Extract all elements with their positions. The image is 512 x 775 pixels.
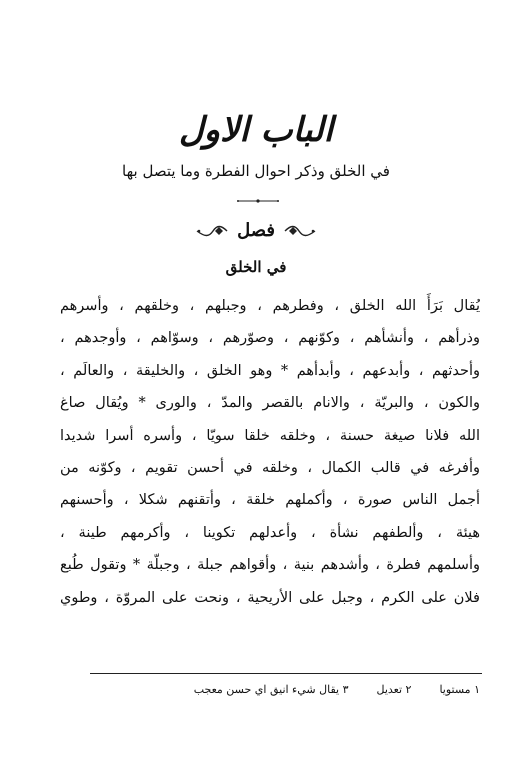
footnote: ٣ يقال شيء انيق اي حسن معجب: [193, 683, 349, 696]
text-line: يُقال بَرَأَ الله الخلق ، وفطرهم ، وجبلهم ، وخلقهم ، وأسرهم: [60, 298, 480, 314]
footnotes: [88, 682, 480, 698]
text-line: أجمل الناس صورة ، وأكملهم خلقة ، وأتقنهم شكلا ، وأحسنهم: [60, 492, 480, 509]
footnote: ٢ تعديل: [376, 683, 412, 696]
chapter-title: الباب الاول: [178, 110, 334, 150]
section-heading: [0, 218, 512, 244]
text-line: فلان على الكرم ، وجبل على الأريحية ، ونحت على المروّة ، وطوي: [60, 589, 480, 606]
section-label: فصل: [237, 220, 275, 241]
text-line: وأسلمهم فطرة ، وأشدهم بنية ، وأقواهم جبلة ، وجبلّة * وتقول طُبع: [60, 557, 480, 574]
divider-ornament-icon: [236, 198, 280, 204]
text-line: الله فلانا صيغة حسنة ، وخلقه خلقا سويّا ، وأسره أسرا شديدا: [60, 427, 480, 444]
text-line: وأحدثهم ، وأبدعهم ، وأبدأهم * وهو الخلق ، والخليقة ، والعالَم ،: [60, 362, 480, 379]
footnote: ١ مستويا: [439, 683, 480, 696]
text-line: هيئة ، وألطفهم نشأة ، وأعدلهم تكوينا ، وأكرمهم طينة ،: [60, 524, 480, 541]
ornament-left-icon: [195, 223, 229, 239]
text-line: والكون ، والبريّة ، والانام بالقصر والمدّ ، والورى * ويُقال صاغ: [60, 395, 480, 412]
section-subheading: في الخلق: [225, 258, 287, 276]
text-line: وذرأهم ، وأنشأهم ، وكوّنهم ، وصوّرهم ، وسوّاهم ، وأوجدهم ،: [60, 330, 480, 347]
body-text: [60, 290, 480, 614]
ornament-right-icon: [283, 223, 317, 239]
chapter-subtitle: في الخلق وذكر احوال الفطرة وما يتصل بها: [122, 162, 390, 180]
footnote-divider: [90, 673, 482, 674]
text-line: وأفرغه في قالب الكمال ، وخلقه في أحسن تقويم ، وكوّنه من: [60, 459, 480, 476]
